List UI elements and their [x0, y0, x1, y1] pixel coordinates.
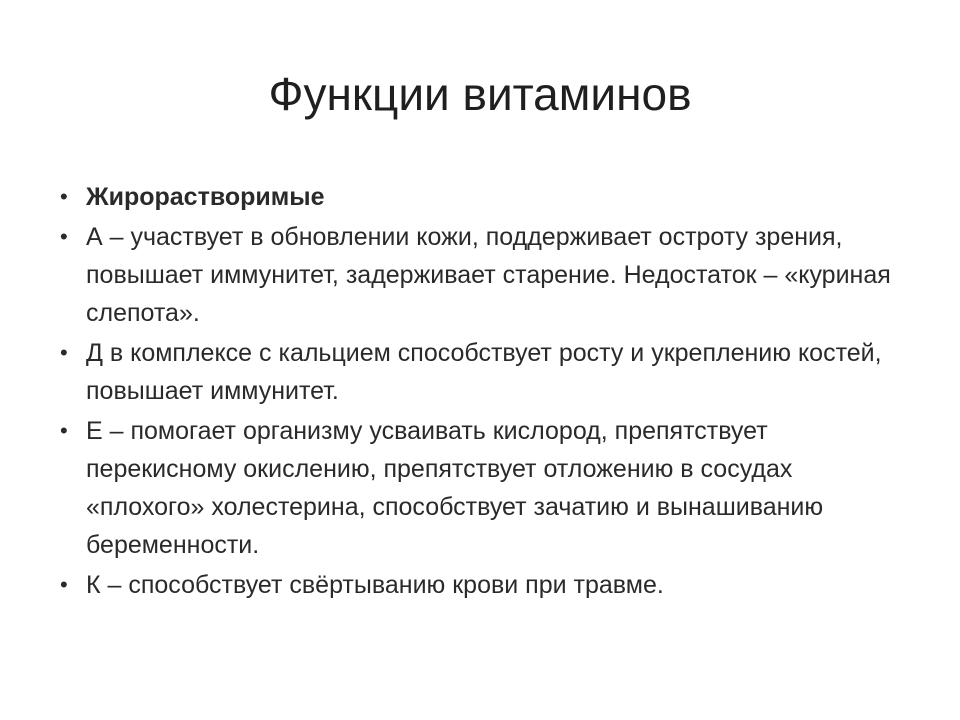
bullet-text: Д в комплексе с кальцием способствует росту и укреплению костей, повышает иммунитет.: [86, 339, 882, 405]
bullet-item-vitamin-k: [60, 566, 910, 604]
bullet-dot-icon: •: [60, 572, 68, 597]
bullet-item-fat-soluble: [60, 178, 910, 216]
bullet-item-vitamin-d: [60, 334, 910, 410]
bullet-text: К – способствует свёртыванию крови при травме.: [86, 571, 664, 599]
bullet-dot-icon: •: [60, 418, 68, 443]
bullet-text: А – участвует в обновлении кожи, поддерживает остроту зрения, повышает иммунитет, задерживает старение. Недостаток – «куриная слепота».: [86, 223, 891, 327]
bullet-text: Е – помогает организму усваивать кислород, препятствует перекисному окислению, препятствует отложению в сосудах «плохого» холестерина, способствует зачатию и вынашиванию беременности.: [86, 417, 824, 559]
bullet-dot-icon: •: [60, 184, 68, 209]
bullet-dot-icon: •: [60, 224, 68, 249]
bullet-item-vitamin-e: [60, 412, 910, 564]
bullet-dot-icon: •: [60, 340, 68, 365]
bullet-text: Жирорастворимые: [86, 183, 325, 211]
slide-title: Функции витаминов: [268, 68, 692, 120]
bullet-list: [60, 178, 910, 606]
bullet-item-vitamin-a: [60, 218, 910, 332]
